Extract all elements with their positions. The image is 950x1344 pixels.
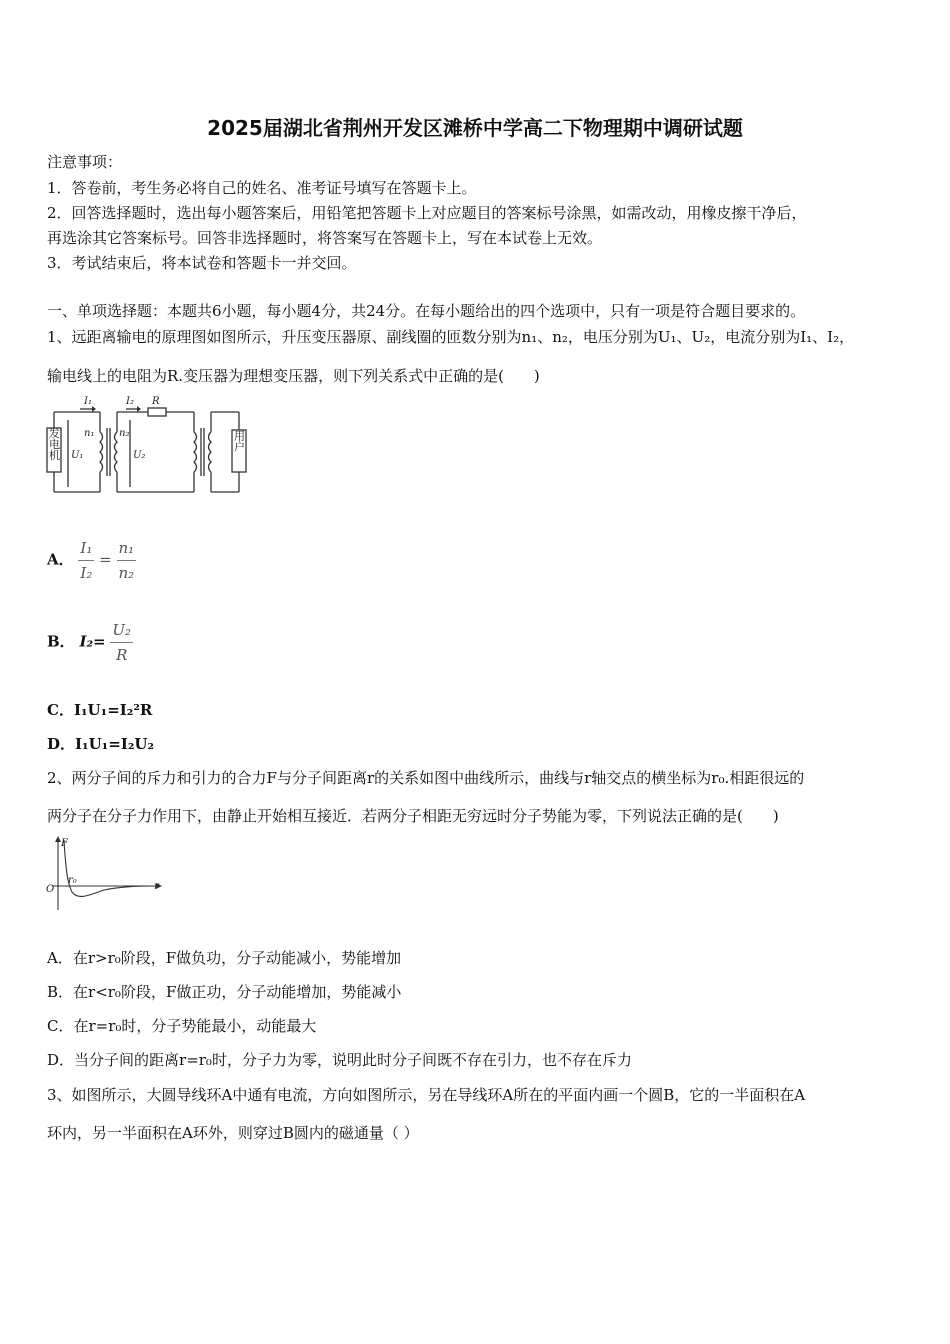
option-a-label: A．: [47, 550, 74, 569]
label-I1: I₁: [84, 396, 92, 407]
label-U2: U₂: [133, 450, 146, 461]
option-c[interactable]: C．I₁U₁=I₂²R: [47, 701, 153, 719]
fraction-n1-n2: $\frac{\text{n₁}}{\text{n₂}}$: [117, 536, 137, 585]
notice-heading: 注意事项：: [47, 153, 123, 171]
notice-item: 1．答卷前，考生务必将自己的姓名、准考证号填写在答题卡上。: [47, 179, 477, 197]
option-b[interactable]: B．在r<r₀阶段，F做正功，分子动能增加，势能减小: [47, 983, 402, 1001]
page-title: 2025届湖北省荆州开发区滩桥中学高二下物理期中调研试题: [207, 116, 743, 140]
fraction-I1-I2: $\frac{\text{I₁}}{\text{I₂}}$: [78, 536, 94, 585]
label-r0: r₀: [68, 875, 77, 886]
option-d[interactable]: D．当分子间的距离r=r₀时，分子力为零，说明此时分子间既不存在引力，也不存在斥力: [47, 1051, 632, 1069]
secondary-coil: [115, 432, 118, 472]
stepdown-secondary-coil: [209, 432, 212, 472]
force-curve: [64, 840, 152, 896]
question-1-stem: 1、远距离输电的原理图如图所示，升压变压器原、副线圈的匝数分别为n₁、n₂，电压分别为U₁、U₂，电流分别为I₁、I₂，: [47, 328, 855, 346]
label-F: F: [61, 838, 68, 849]
question-3-stem: 3、如图所示，大圆导线环A中通有电流，方向如图所示，另在导线环A所在的平面内画一个圆B，它的一半面积在A: [47, 1086, 806, 1104]
section-heading: 一、单项选择题：本题共6小题，每小题4分，共24分。在每小题给出的四个选项中，只有一项是符合题目要求的。: [47, 302, 806, 320]
resistor: [148, 408, 166, 416]
label-O: O: [46, 884, 55, 895]
option-b-label: B．: [47, 632, 75, 651]
stepdown-primary-coil: [194, 432, 197, 472]
option-c[interactable]: C．在r=r₀时，分子势能最小，动能最大: [47, 1017, 317, 1035]
transmission-circuit-figure: [44, 392, 254, 496]
option-a[interactable]: A．在r>r₀阶段，F做负功，分子动能减小，势能增加: [47, 949, 402, 967]
notice-item: 3．考试结束后，将本试卷和答题卡一并交回。: [47, 254, 357, 272]
notice-item: 2．回答选择题时，选出每小题答案后，用铅笔把答题卡上对应题目的答案标号涂黑，如需改动，用橡皮擦干净后，: [47, 204, 807, 222]
question-2-stem-cont: 两分子在分子力作用下，由静止开始相互接近．若两分子相距无穷远时分子势能为零，下列说法正确的是( ): [47, 807, 779, 825]
label-n2: n₂: [119, 428, 130, 439]
question-3-stem-cont: 环内，另一半面积在A环外，则穿过B圆内的磁通量（ ）: [47, 1124, 419, 1142]
molecular-force-graph: [44, 834, 168, 914]
fraction-U2-R: $\frac{\text{U₂}}{R}$: [110, 618, 133, 667]
option-d[interactable]: D．I₁U₁=I₂U₂: [47, 735, 155, 753]
label-U1: U₁: [71, 450, 84, 461]
primary-coil: [100, 432, 103, 472]
label-I2: I₂: [126, 396, 134, 407]
question-1-stem-cont: 输电线上的电阻为R.变压器为理想变压器，则下列关系式中正确的是( ): [47, 367, 540, 385]
label-R: R: [152, 396, 160, 407]
label-user: 用户: [232, 430, 246, 452]
option-b[interactable]: B． I₂= $\frac{\text{U₂}}{R}$: [47, 618, 133, 667]
label-n1: n₁: [84, 428, 95, 439]
notice-item: 再选涂其它答案标号。回答非选择题时，将答案写在答题卡上，写在本试卷上无效。: [47, 229, 603, 247]
option-a[interactable]: A． $\frac{\text{I₁}}{\text{I₂}}$ = $\frac{\text{n₁}}{\text{n₂}}$: [47, 536, 136, 585]
question-2-stem: 2、两分子间的斥力和引力的合力F与分子间距离r的关系如图中曲线所示，曲线与r轴交点的横坐标为r₀.相距很远的: [47, 769, 805, 787]
label-r: r: [154, 881, 159, 892]
label-generator: 发电机: [47, 427, 61, 461]
